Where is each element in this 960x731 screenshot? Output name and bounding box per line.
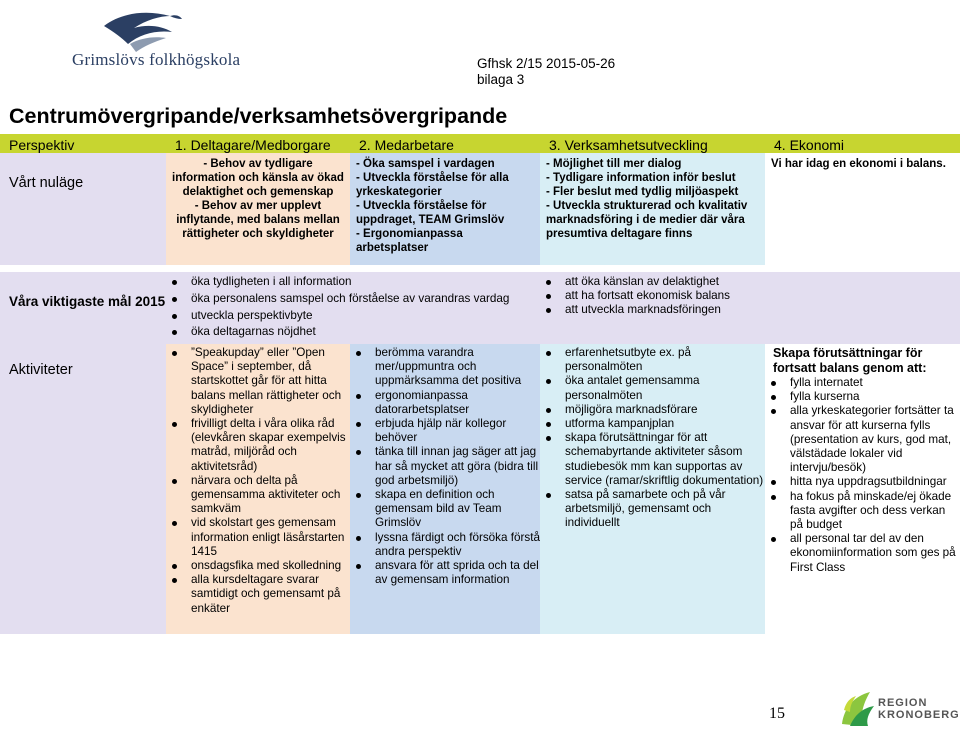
goal-item: öka personalens samspel och förståelse av varandras vardag [166, 292, 540, 306]
activity-item: ergonomianpassa datorarbetsplatser [350, 389, 540, 417]
header-verksamhetsutveckling: 3. Verksamhetsutveckling [540, 134, 765, 153]
activity-item: ha fokus på minskade/ej ökade fasta avgifter och dess verkan på budget [765, 490, 960, 533]
region-line-1: REGION [878, 697, 928, 709]
activity-item: erbjuda hjälp när kollegor behöver [350, 417, 540, 445]
activity-item: fylla internatet [765, 376, 960, 390]
activity-item: all personal tar del av den ekonomiinformation som ges på First Class [765, 532, 960, 575]
row-label-mal: Våra viktigaste mål 2015 [0, 272, 166, 344]
activities-list-deltagare [166, 346, 350, 616]
logo-text: Grimslövs folkhögskola [72, 50, 241, 69]
nulage-verksamhetsutveckling: - Möjlighet till mer dialog - Tydligare information inför beslut - Fler beslut med tydlig miljöaspekt - Utveckla strukturerad och kvalitativ marknadsföring i de medier där våra presumtiva deltagare finns [540, 153, 765, 265]
activity-item: satsa på samarbete och på vår arbetsmiljö, gemensamt och individuellt [540, 488, 765, 531]
activities-list-ekonomi [765, 376, 960, 575]
attachment-label: bilaga 3 [477, 71, 525, 87]
activity-item: alla kursdeltagare svarar samtidigt och gemensamt på enkäter [166, 573, 350, 616]
header-perspektiv: Perspektiv [0, 134, 166, 153]
goal-item: att öka känslan av delaktighet [540, 275, 960, 289]
activity-item: hitta nya uppdragsutbildningar [765, 475, 960, 489]
activity-item: ansvara för att sprida och ta del av gemensam information [350, 559, 540, 587]
row-label-aktiviteter: Aktiviteter [0, 344, 166, 634]
activity-item: frivilligt delta i våra olika råd (elevkåren skapar exempelvis matråd, miljöråd och aktivitetsråd) [166, 417, 350, 474]
nulage-ekonomi: Vi har idag en ekonomi i balans. [765, 153, 960, 265]
activity-item: erfarenhetsutbyte ex. på personalmöten [540, 346, 765, 374]
goal-item: att utveckla marknadsföringen [540, 303, 960, 317]
header-medarbetare: 2. Medarbetare [350, 134, 540, 153]
activity-item: fylla kurserna [765, 390, 960, 404]
nulage-medarbetare: - Öka samspel i vardagen - Utveckla förståelse för alla yrkeskategorier - Utveckla förståelse för uppdraget, TEAM Grimslöv - Ergonomianpassa arbetsplatser [350, 153, 540, 265]
document-reference [477, 56, 615, 87]
perspective-table [0, 134, 960, 678]
nulage-deltagare: - Behov av tydligare information och känsla av ökad delaktighet och gemenskap - Behov av mer upplevt inflytande, med balans mellan rättigheter och skyldigheter [166, 153, 350, 265]
mal-right [540, 272, 960, 344]
header-ekonomi: 4. Ekonomi [765, 134, 960, 153]
goal-item: öka tydligheten i all information [166, 275, 540, 289]
activity-item: skapa en definition och gemensam bild av Team Grimslöv [350, 488, 540, 531]
goal-item: utveckla perspektivbyte [166, 309, 540, 323]
activity-item: öka antalet gemensamma personalmöten [540, 374, 765, 402]
activity-item: lyssna färdigt och försöka förstå andra perspektiv [350, 531, 540, 559]
page-number: 15 [769, 705, 785, 722]
aktiviteter-deltagare [166, 344, 350, 634]
goals-list-right [540, 275, 960, 318]
activity-item: närvara och delta på gemensamma aktiviteter och samkväm [166, 474, 350, 517]
page-title: Centrumövergripande/verksamhetsövergripande [9, 104, 508, 128]
ekonomi-activities-title: Skapa förutsättningar för fortsatt balans genom att: [773, 346, 927, 375]
mal-left [166, 272, 540, 344]
activity-item: skapa förutsättningar för att schemabyrtande aktiviteter såsom studiebesök mm kan supportas av service (ramar/skriftlig dokumentation) [540, 431, 765, 488]
goals-list-left [166, 275, 540, 340]
activity-item: berömma varandra mer/uppmuntra och uppmärksamma det positiva [350, 346, 540, 389]
aktiviteter-medarbetare [350, 344, 540, 634]
goal-item: att ha fortsatt ekonomisk balans [540, 289, 960, 303]
activity-item: ”Speakupday” eller ”Open Space” i september, då startskottet går för att hitta balans mellan rättigheter och skyldigheter [166, 346, 350, 417]
activity-item: möjligöra marknadsförare [540, 403, 765, 417]
activity-item: vid skolstart ges gemensam information enligt läsårstarten 1415 [166, 516, 350, 559]
activity-item: utforma kampanjplan [540, 417, 765, 431]
region-logo-text [878, 697, 960, 721]
goal-item: öka deltagarnas nöjdhet [166, 325, 540, 339]
document-number: Gfhsk 2/15 2015-05-26 [477, 56, 616, 71]
activity-item: alla yrkeskategorier fortsätter ta ansvar för att kurserna fylls (presentation av kurs, god mat, välstädade lokaler vid intervju/besök) [765, 404, 960, 475]
activities-list-verksamhet [540, 346, 765, 531]
aktiviteter-verksamhetsutveckling [540, 344, 765, 634]
activities-list-medarbetare [350, 346, 540, 587]
row-label-nulage: Vårt nuläge [0, 153, 166, 265]
aktiviteter-ekonomi [765, 344, 960, 634]
region-line-2: KRONOBERG [878, 709, 960, 721]
activity-item: tänka till innan jag säger att jag har så mycket att göra (bidra till god arbetsmiljö) [350, 445, 540, 488]
header-deltagare: 1. Deltagare/Medborgare [166, 134, 350, 153]
activity-item: onsdagsfika med skolledning [166, 559, 350, 573]
